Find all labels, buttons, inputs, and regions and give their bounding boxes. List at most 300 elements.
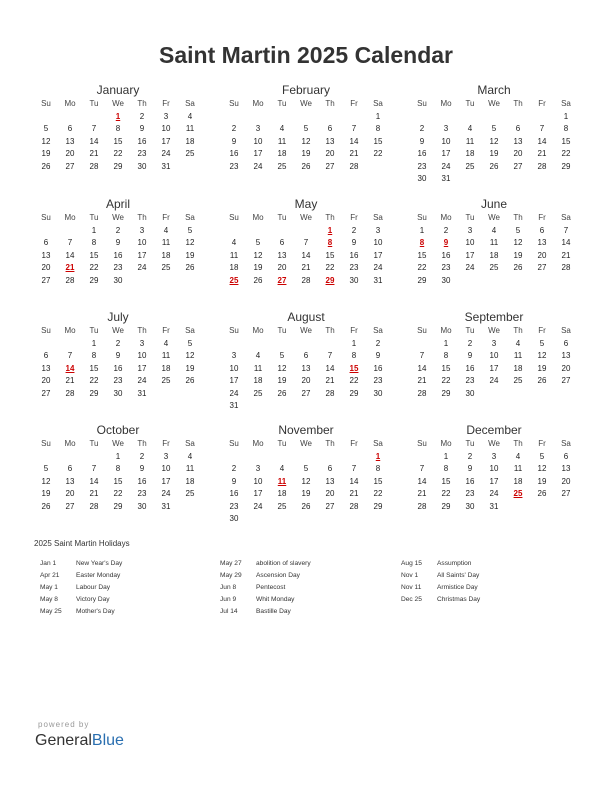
empty-day <box>506 275 530 288</box>
week-row <box>34 123 202 136</box>
weekday-label: Su <box>41 99 51 108</box>
day: 11 <box>277 136 287 146</box>
month-name: January <box>96 83 140 97</box>
day: 22 <box>417 263 427 272</box>
holiday-column <box>395 558 585 606</box>
day: 15 <box>561 136 571 146</box>
week-row <box>222 513 390 526</box>
empty-day <box>222 451 246 464</box>
empty-day <box>410 338 434 351</box>
week-row <box>34 451 202 464</box>
day: 8 <box>115 124 121 133</box>
weekday-header <box>222 438 390 451</box>
holiday-date: May 8 <box>40 596 58 603</box>
week-row <box>410 250 578 263</box>
holiday-entry <box>34 582 224 594</box>
day: 26 <box>537 376 547 385</box>
month-march <box>410 82 578 186</box>
day: 21 <box>325 376 335 385</box>
day: 8 <box>443 351 449 360</box>
day: 20 <box>65 149 75 158</box>
day: 3 <box>255 464 261 473</box>
weekday-header <box>34 438 202 451</box>
weekday-label: Sa <box>185 439 195 448</box>
week-row <box>410 237 578 250</box>
holiday-date: Jun 9 <box>220 596 237 603</box>
day: 27 <box>41 388 51 398</box>
empty-day <box>270 338 294 351</box>
weekday-header <box>410 212 578 225</box>
day: 20 <box>325 149 335 158</box>
empty-day <box>554 173 578 186</box>
day: 18 <box>185 136 195 146</box>
week-row <box>222 400 390 413</box>
empty-day <box>482 275 506 288</box>
day: 16 <box>465 476 475 486</box>
day: 20 <box>65 489 75 498</box>
day: 6 <box>43 351 49 360</box>
day: 19 <box>185 363 195 373</box>
weekday-label: Mo <box>440 213 452 222</box>
day: 5 <box>279 351 285 360</box>
empty-day <box>482 388 506 401</box>
empty-day <box>410 111 434 124</box>
day: 24 <box>441 161 451 171</box>
weekday-label: Tu <box>465 326 475 335</box>
day: 15 <box>113 476 123 486</box>
empty-day <box>554 388 578 401</box>
day: 26 <box>301 501 311 511</box>
empty-day <box>458 173 482 186</box>
day: 16 <box>373 363 383 373</box>
week-row <box>34 262 202 275</box>
day: 5 <box>303 464 309 473</box>
weekday-label: Sa <box>373 439 383 448</box>
day: 16 <box>137 476 147 486</box>
day: 28 <box>417 388 427 398</box>
day: 16 <box>229 149 239 158</box>
day: 18 <box>277 149 287 158</box>
day: 14 <box>537 136 547 146</box>
week-row <box>34 350 202 363</box>
week-row <box>222 225 390 238</box>
weekday-label: Th <box>325 326 335 335</box>
week-row <box>34 501 202 514</box>
day: 6 <box>279 238 285 247</box>
day: 30 <box>137 501 147 511</box>
empty-day <box>294 451 318 464</box>
day: 23 <box>441 263 451 272</box>
day: 23 <box>229 501 239 511</box>
day: 30 <box>465 388 475 398</box>
day: 30 <box>373 388 383 398</box>
empty-day <box>246 451 270 464</box>
day: 15 <box>373 136 383 146</box>
day: 31 <box>229 401 239 410</box>
empty-day <box>246 338 270 351</box>
empty-day <box>82 111 106 124</box>
week-row <box>410 375 578 388</box>
month-name: September <box>464 310 524 324</box>
day: 4 <box>467 124 473 133</box>
week-row <box>34 136 202 149</box>
day: 21 <box>537 149 547 158</box>
week-row <box>410 275 578 288</box>
empty-day <box>178 388 202 401</box>
week-row <box>410 338 578 351</box>
weekday-label: Fr <box>350 326 358 335</box>
weekday-label: Su <box>229 213 239 222</box>
empty-day <box>530 111 554 124</box>
day: 2 <box>375 338 381 348</box>
day: 23 <box>137 489 147 498</box>
day: 29 <box>441 388 451 398</box>
day: 22 <box>373 149 383 158</box>
holiday-entry <box>214 582 404 594</box>
day: 17 <box>489 363 499 373</box>
weekday-label: Fr <box>162 213 170 222</box>
week-row <box>34 275 202 288</box>
weekday-label: Fr <box>350 439 358 448</box>
empty-day <box>270 513 294 526</box>
day: 25 <box>277 501 287 511</box>
empty-day <box>318 400 342 413</box>
day: 20 <box>537 250 547 260</box>
day: 7 <box>539 124 545 133</box>
day: 14 <box>89 476 99 486</box>
weekday-label: Tu <box>89 326 99 335</box>
empty-day <box>530 275 554 288</box>
day: 28 <box>325 388 335 398</box>
day: 30 <box>417 174 427 183</box>
week-row <box>410 451 578 464</box>
holiday-day: 1 <box>115 111 121 121</box>
weekday-label: Sa <box>561 439 571 448</box>
month-april <box>34 196 202 287</box>
day: 30 <box>441 275 451 285</box>
weekday-label: Mo <box>440 99 452 108</box>
day: 1 <box>115 451 121 461</box>
day: 15 <box>373 476 383 486</box>
week-row <box>222 501 390 514</box>
weekday-label: Sa <box>185 99 195 108</box>
day: 27 <box>561 489 571 498</box>
empty-day <box>366 513 390 526</box>
weekday-label: Mo <box>64 99 76 108</box>
day: 11 <box>185 124 195 133</box>
day: 4 <box>515 451 521 461</box>
day: 5 <box>515 225 521 235</box>
day: 20 <box>561 476 571 486</box>
holiday-name: Armistice Day <box>437 584 478 591</box>
day: 5 <box>539 338 545 348</box>
day: 4 <box>491 225 497 235</box>
day: 21 <box>417 376 427 385</box>
month-november <box>222 422 390 526</box>
day: 6 <box>563 451 569 461</box>
day: 24 <box>489 376 499 385</box>
week-row <box>410 161 578 174</box>
day: 20 <box>513 149 523 158</box>
day: 25 <box>465 161 475 171</box>
weekday-label: Th <box>513 213 523 222</box>
week-row <box>222 451 390 464</box>
weekday-label: Sa <box>373 213 383 222</box>
day: 16 <box>137 136 147 146</box>
weekday-label: We <box>488 99 500 108</box>
day: 17 <box>253 149 263 158</box>
month-september <box>410 309 578 400</box>
day: 10 <box>441 136 451 146</box>
day: 23 <box>417 161 427 171</box>
day: 13 <box>513 136 523 146</box>
day: 11 <box>465 136 475 146</box>
day: 31 <box>373 275 383 285</box>
empty-day <box>506 111 530 124</box>
holiday-entry <box>395 582 585 594</box>
day: 13 <box>41 250 51 260</box>
weekday-label: Mo <box>64 326 76 335</box>
weekday-label: Sa <box>373 326 383 335</box>
day: 28 <box>417 501 427 511</box>
day: 21 <box>349 149 359 158</box>
empty-day <box>270 225 294 238</box>
day: 8 <box>91 238 97 247</box>
weekday-label: Su <box>229 439 239 448</box>
weekday-label: Tu <box>465 439 475 448</box>
day: 3 <box>491 451 497 461</box>
day: 4 <box>163 225 169 235</box>
empty-day <box>506 501 530 514</box>
day: 18 <box>161 363 171 373</box>
day: 6 <box>563 338 569 348</box>
weekday-label: Fr <box>538 213 546 222</box>
day: 22 <box>373 489 383 498</box>
day: 14 <box>325 363 335 373</box>
day: 26 <box>185 263 195 272</box>
holiday-column <box>34 558 224 618</box>
day: 2 <box>443 225 449 235</box>
week-row <box>222 363 390 376</box>
week-row <box>410 111 578 124</box>
day: 5 <box>539 451 545 461</box>
day: 20 <box>41 376 51 385</box>
weekday-label: Fr <box>538 326 546 335</box>
day: 22 <box>113 149 123 158</box>
holiday-day: 1 <box>375 451 381 461</box>
holiday-entry <box>34 594 224 606</box>
day: 8 <box>115 464 121 473</box>
holiday-day: 9 <box>443 238 449 247</box>
day: 16 <box>441 250 451 260</box>
week-row <box>222 338 390 351</box>
day: 30 <box>349 275 359 285</box>
weekday-label: Su <box>41 213 51 222</box>
day: 27 <box>65 161 75 171</box>
day: 11 <box>185 464 195 473</box>
weekday-label: Fr <box>162 326 170 335</box>
holiday-name: Labour Day <box>76 584 111 591</box>
day: 21 <box>561 250 571 260</box>
day: 27 <box>325 501 335 511</box>
day: 16 <box>113 250 123 260</box>
day: 8 <box>563 124 569 133</box>
holiday-entry <box>34 558 224 570</box>
day: 30 <box>113 275 123 285</box>
day: 31 <box>441 174 451 183</box>
logo-general: General <box>35 732 92 749</box>
weekday-header <box>34 98 202 111</box>
day: 9 <box>467 464 473 473</box>
day: 19 <box>41 149 51 158</box>
day: 21 <box>65 376 75 385</box>
day: 13 <box>65 476 75 486</box>
day: 31 <box>489 501 499 511</box>
empty-day <box>270 451 294 464</box>
holiday-date: May 29 <box>220 572 242 579</box>
day: 15 <box>417 250 427 260</box>
day: 26 <box>41 161 51 171</box>
day: 18 <box>489 250 499 260</box>
day: 22 <box>325 263 335 272</box>
day: 23 <box>137 149 147 158</box>
day: 31 <box>161 161 171 171</box>
weekday-label: We <box>112 99 124 108</box>
day: 18 <box>185 476 195 486</box>
day: 9 <box>231 476 237 486</box>
month-july <box>34 309 202 400</box>
day: 22 <box>89 263 99 272</box>
day: 21 <box>301 263 311 272</box>
day: 23 <box>113 376 123 385</box>
holiday-day: 11 <box>277 476 287 486</box>
day: 10 <box>253 136 263 146</box>
empty-day <box>318 111 342 124</box>
day: 15 <box>113 136 123 146</box>
week-row <box>410 350 578 363</box>
week-row <box>222 463 390 476</box>
week-row <box>222 275 390 288</box>
holiday-name: Ascension Day <box>256 572 300 579</box>
day: 23 <box>349 263 359 272</box>
weekday-label: Fr <box>538 439 546 448</box>
day: 16 <box>417 149 427 158</box>
holiday-entry <box>395 570 585 582</box>
holiday-name: abolition of slavery <box>256 560 311 567</box>
day: 12 <box>185 238 195 247</box>
powered-by-text: powered by <box>38 720 90 729</box>
day: 26 <box>185 376 195 385</box>
day: 30 <box>137 161 147 171</box>
day: 29 <box>89 275 99 285</box>
day: 11 <box>161 351 171 360</box>
holiday-entry <box>214 570 404 582</box>
day: 24 <box>465 263 475 272</box>
day: 9 <box>115 238 121 247</box>
week-row <box>34 250 202 263</box>
weekday-label: Fr <box>162 99 170 108</box>
day: 14 <box>65 250 75 260</box>
week-row <box>34 363 202 376</box>
empty-day <box>34 111 58 124</box>
holidays-title: 2025 Saint Martin Holidays <box>34 539 130 548</box>
day: 4 <box>187 111 193 121</box>
week-row <box>222 250 390 263</box>
week-row <box>222 350 390 363</box>
day: 12 <box>537 351 547 360</box>
week-row <box>34 388 202 401</box>
day: 2 <box>231 464 237 473</box>
empty-day <box>222 338 246 351</box>
holiday-date: May 25 <box>40 608 62 615</box>
month-name: December <box>466 423 522 437</box>
holiday-date: Jul 14 <box>220 608 238 615</box>
empty-day <box>222 225 246 238</box>
day: 5 <box>303 124 309 133</box>
weekday-label: Su <box>41 439 51 448</box>
month-name: February <box>281 83 331 97</box>
holiday-day: 25 <box>513 489 523 498</box>
day: 7 <box>67 238 73 247</box>
day: 23 <box>465 376 475 385</box>
empty-day <box>458 111 482 124</box>
week-row <box>34 463 202 476</box>
day: 12 <box>513 238 523 247</box>
day: 6 <box>327 124 333 133</box>
empty-day <box>506 173 530 186</box>
day: 23 <box>113 263 123 272</box>
day: 25 <box>161 263 171 272</box>
weekday-label: Sa <box>185 213 195 222</box>
day: 2 <box>139 451 145 461</box>
day: 26 <box>301 161 311 171</box>
day: 26 <box>489 161 499 171</box>
day: 11 <box>513 464 523 473</box>
empty-day <box>34 451 58 464</box>
day: 3 <box>255 124 261 133</box>
day: 19 <box>513 250 523 260</box>
day: 1 <box>443 338 449 348</box>
day: 19 <box>537 476 547 486</box>
day: 1 <box>375 111 381 121</box>
holiday-day: 27 <box>277 275 287 285</box>
weekday-label: Fr <box>350 99 358 108</box>
empty-day <box>246 513 270 526</box>
day: 13 <box>277 250 287 260</box>
page-title: Saint Martin 2025 Calendar <box>159 42 453 68</box>
day: 19 <box>253 263 263 272</box>
day: 29 <box>349 388 359 398</box>
day: 3 <box>467 225 473 235</box>
weekday-label: Tu <box>89 99 99 108</box>
day: 28 <box>65 275 75 285</box>
day: 25 <box>161 376 171 385</box>
month-name: April <box>105 197 130 211</box>
day: 28 <box>349 161 359 171</box>
day: 8 <box>375 464 381 473</box>
day: 18 <box>465 149 475 158</box>
day: 26 <box>537 489 547 498</box>
day: 20 <box>41 263 51 272</box>
empty-day <box>294 111 318 124</box>
day: 4 <box>255 351 261 360</box>
holiday-day: 1 <box>327 225 333 235</box>
holiday-name: All Saints' Day <box>437 572 480 579</box>
day: 27 <box>561 376 571 385</box>
weekday-label: We <box>488 439 500 448</box>
day: 4 <box>187 451 193 461</box>
empty-day <box>530 388 554 401</box>
